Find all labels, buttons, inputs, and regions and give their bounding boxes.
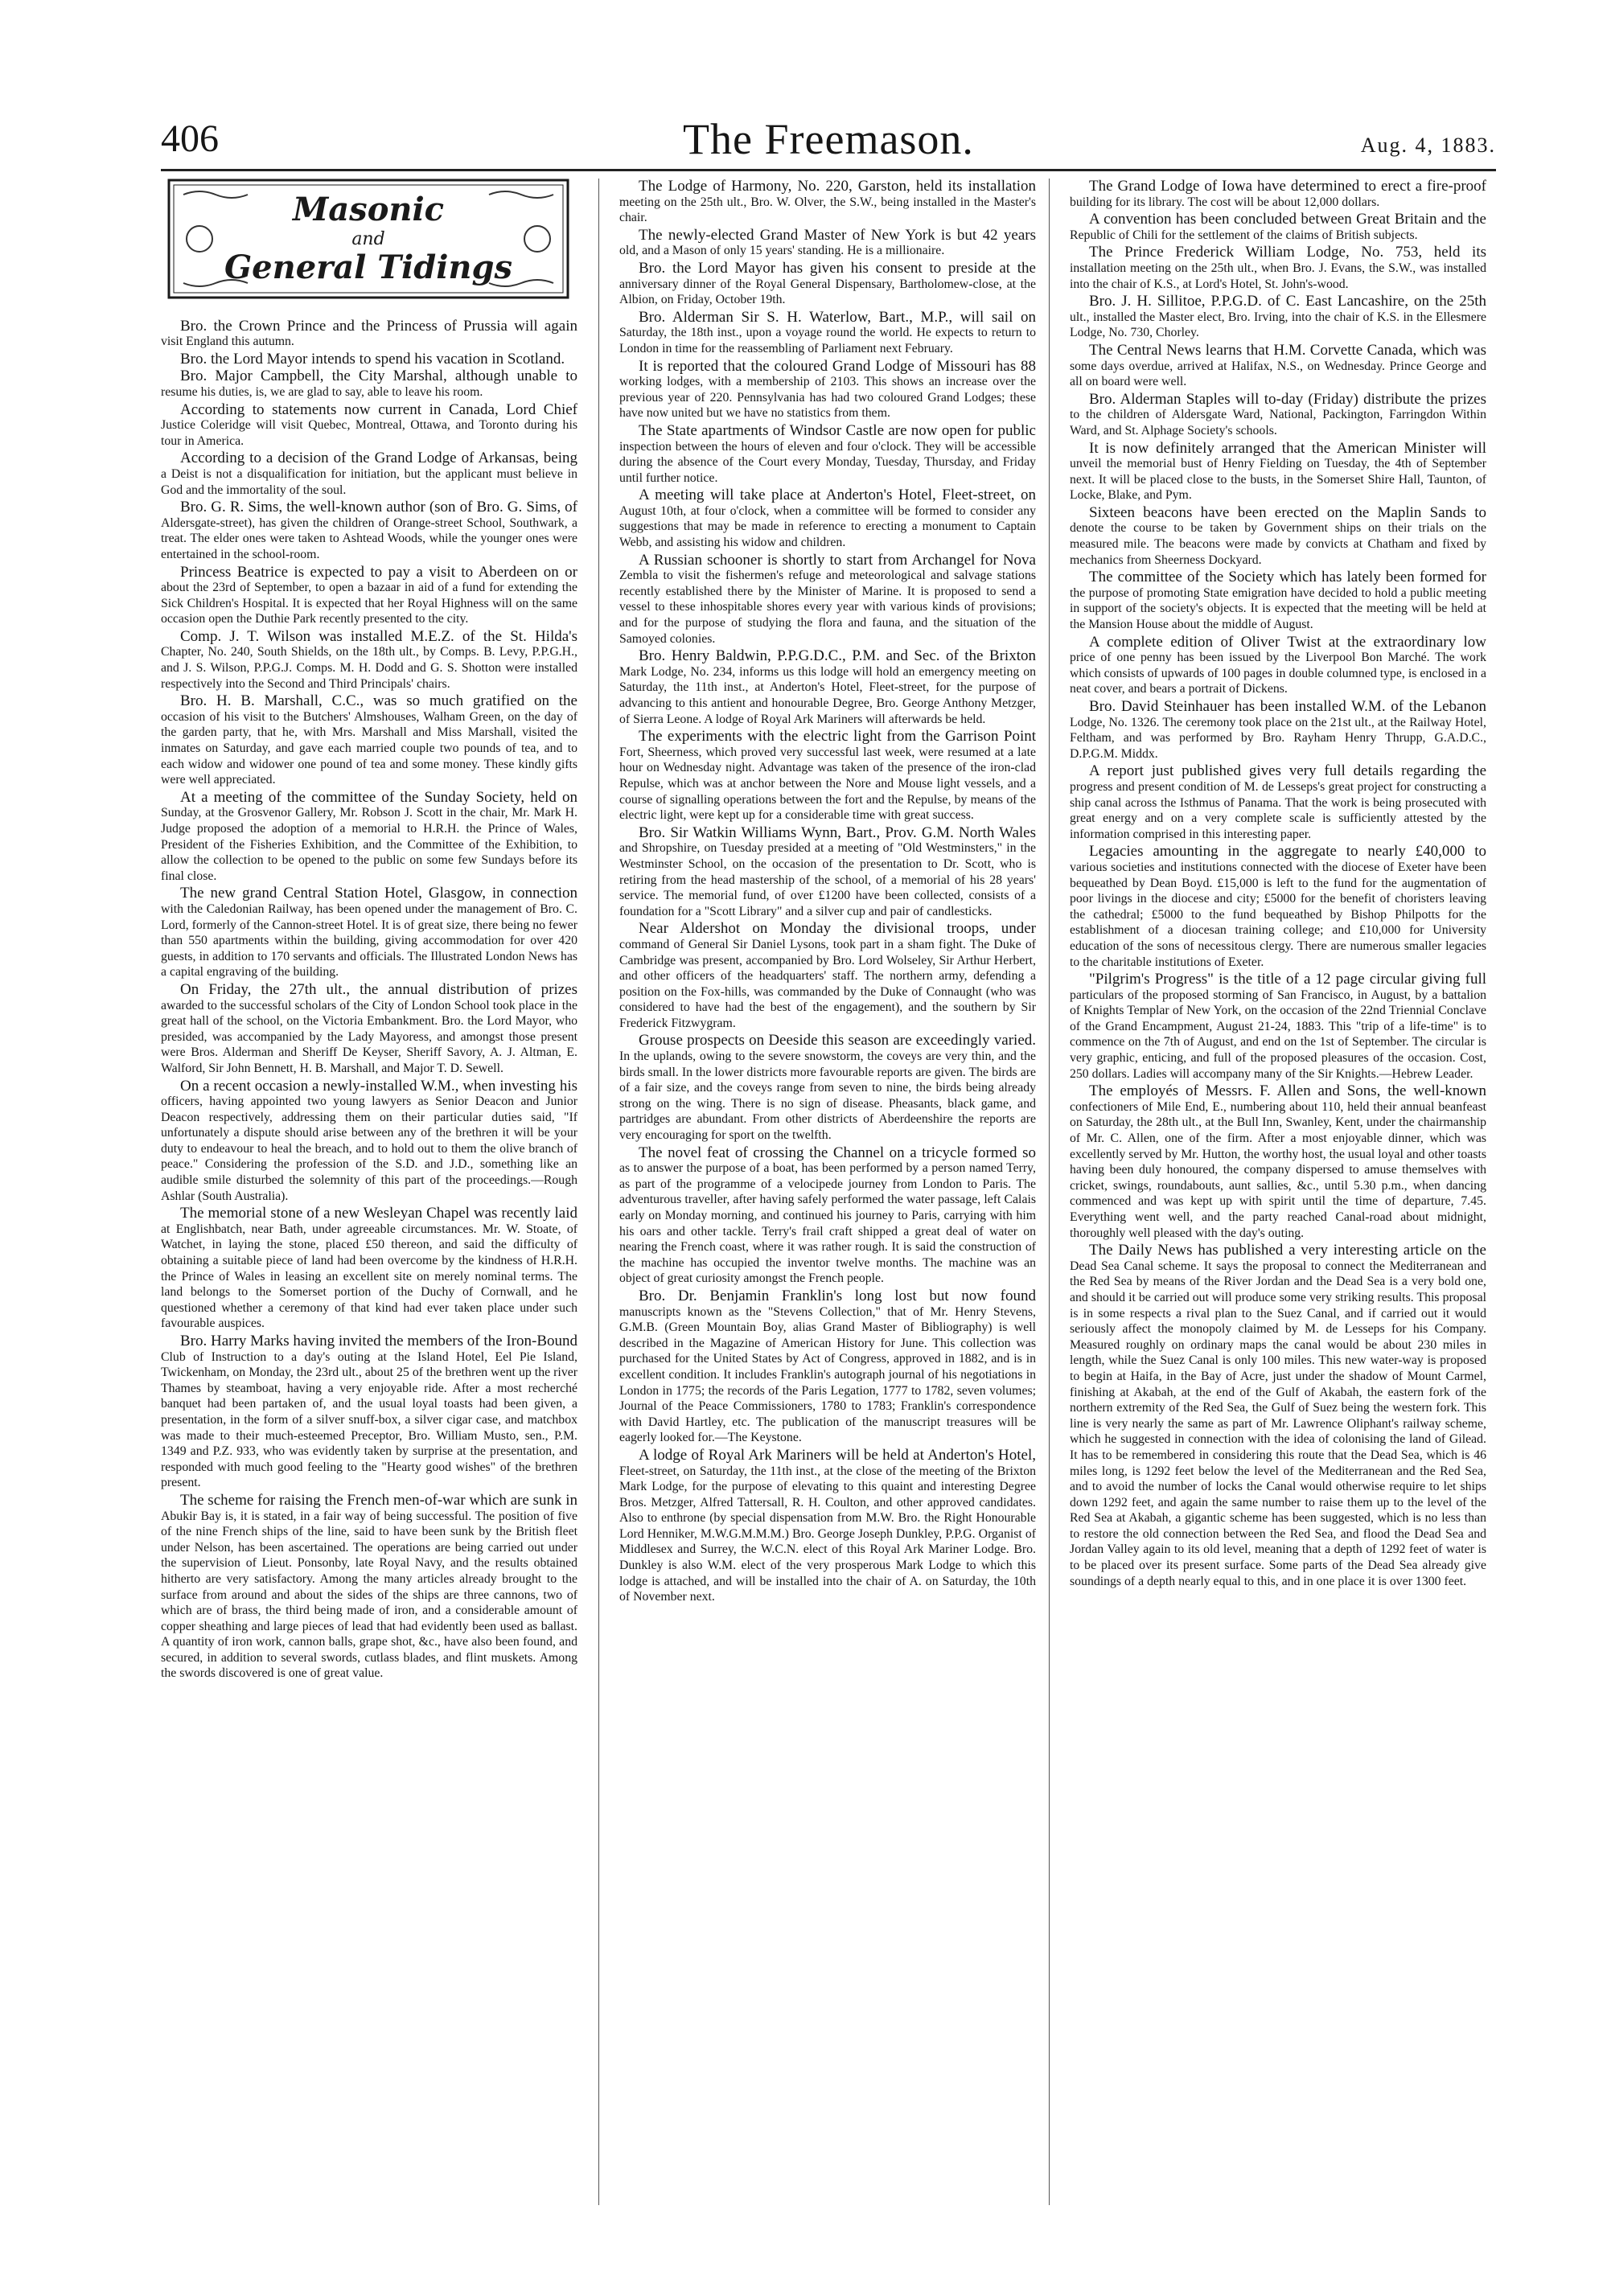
news-paragraph: The memorial stone of a new Wesleyan Chapel was recently laid at Englishbatch, near Bath, under agreeable circumstances. Mr. W. Stoate, of Watchet, in laying the stone, placed £50 thereon, and said the difficulty of obtaining a suitable piece of land had been overcome by the kindness of H.R.H. the Prince of Wales in leasing an excellent site on merely nominal terms. The land belongs to the Somerset portion of the Duchy of Cornwall, and he questioned whether a ceremony of that kind had ever taken place under such favourable auspices. bbox=[161, 1205, 577, 1331]
news-paragraph: The new grand Central Station Hotel, Glasgow, in connection with the Caledonian Railway, has been opened under the management of Bro. C. Lord, formerly of the Cannon-street Hotel. It is of great size, there being no fewer than 550 apartments within the building, giving accommodation for over 420 guests, in addition to 170 servants and officials. The Illustrated London News has a capital engraving of the building. bbox=[161, 885, 577, 980]
news-paragraph: A Russian schooner is shortly to start from Archangel for Nova Zembla to visit the fishermen's refuge and meteorological and salvage stations recently established there by the Minister of Marine. It is proposed to send a vessel to these inhospitable shores every year with various kinds of provisions; and for the purpose of studying the flora and fauna, and the situation of the Samoyed colonies. bbox=[619, 551, 1036, 646]
news-paragraph: Grouse prospects on Deeside this season are exceedingly varied. In the uplands, owing to the severe snowstorm, the coveys are very thin, and the birds small. In the lower districts more favourable reports are given. The birds are of a fair size, and the coveys range from seven to nine, the birds being already strong on the wing. There is no sign of disease. Pheasants, black game, and partridges are abundant. From other districts of Aberdeenshire the reports are very encouraging for sport on the twelfth. bbox=[619, 1032, 1036, 1143]
page-number: 406 bbox=[161, 117, 219, 160]
news-paragraph: Princess Beatrice is expected to pay a visit to Aberdeen on or about the 23rd of September, to open a bazaar in aid of a fund for extending the Sick Children's Hospital. It is expected that her Royal Highness will on the same occasion open the Duthie Park recently presented to the city. bbox=[161, 563, 577, 626]
news-paragraph: Bro. David Steinhauer has been installed W.M. of the Lebanon Lodge, No. 1326. The ceremony took place on the 21st ult., at the Railway Hotel, Feltham, and was performed by Bro. Rayham Henry Thrupp, G.A.D.C., D.P.G.M. Middx. bbox=[1070, 698, 1486, 761]
news-paragraph: Bro. Alderman Sir S. H. Waterlow, Bart., M.P., will sail on Saturday, the 18th inst., upon a voyage round the world. He expects to return to London in time for the reassembling of Parliament next February. bbox=[619, 308, 1036, 355]
news-paragraph: According to statements now current in Canada, Lord Chief Justice Coleridge will visit Quebec, Montreal, Ottawa, and Toronto during his tour in America. bbox=[161, 400, 577, 448]
news-paragraph: At a meeting of the committee of the Sunday Society, held on Sunday, at the Grosvenor Gallery, Mr. Robson J. Scott in the chair, Mr. Mark H. Judge proposed the adoption of a memorial to H.R.H. the Prince of Wales, President of the Fisheries Exhibition, and the Committee of the Exhibition, to allow the collection to be opened to the public on some few Sundays before its final close. bbox=[161, 788, 577, 883]
news-paragraph: Bro. J. H. Sillitoe, P.P.G.D. of C. East Lancashire, on the 25th ult., installed the Master elect, Bro. Irving, into the chair of K.S. in the Ellesmere Lodge, No. 730, Chorley. bbox=[1070, 293, 1486, 340]
masonic-tidings-masthead bbox=[167, 179, 569, 299]
news-paragraph: Bro. H. B. Marshall, C.C., was so much gratified on the occasion of his visit to the Butchers' Almshouses, Walham Green, on the day of the garden party, that he, with Mrs. Marshall and Miss Marshall, visited the inmates on Saturday, and gave each married couple two pounds of tea, and to each widow and widower one pound of tea and some money. These kindly gifts were well appreciated. bbox=[161, 692, 577, 787]
news-paragraph: A meeting will take place at Anderton's Hotel, Fleet-street, on August 10th, at four o'clock, when a committee will be formed to consider any suggestions that may be made in reference to erecting a monument to Captain Webb, and assisting his widow and children. bbox=[619, 487, 1036, 550]
news-paragraph: Bro. the Lord Mayor has given his consent to preside at the anniversary dinner of the Royal General Dispensary, Bartholomew-close, at the Albion, on Friday, October 19th. bbox=[619, 259, 1036, 307]
news-paragraph: Legacies amounting in the aggregate to nearly £40,000 to various societies and institutions connected with the diocese of Exeter have been bequeathed by Dean Boyd. £15,000 is left to the fund for the augmentation of poor livings in the diocese and city; £5000 for the benefit of choristers leaving the cathedral; £5000 to the fund bequeathed by Bishop Philpotts for the establishment of a diocesan training college; and £10,000 for University education of the sons of necessitous clergy. There are numerous smaller legacies to the charitable institutions of Exeter. bbox=[1070, 843, 1486, 969]
news-paragraph: Bro. Major Campbell, the City Marshal, although unable to resume his duties, is, we are glad to say, able to leave his room. bbox=[161, 368, 577, 399]
news-paragraph: Bro. Alderman Staples will to-day (Friday) distribute the prizes to the children of Aldersgate Ward, National, Packington, Farringdon Within Ward, and St. Alphage Society's schools. bbox=[1070, 390, 1486, 437]
masthead-line-3: General Tidings bbox=[224, 248, 512, 286]
news-paragraph: Bro. Henry Baldwin, P.P.G.D.C., P.M. and Sec. of the Brixton Mark Lodge, No. 234, informs us this lodge will hold an emergency meeting on Saturday, the 11th inst., at Anderton's Hotel, Fleet-street, for the purpose of advancing to this antient and honourable Degree, Bro. George Anthony Metzger, of Sierra Leone. A lodge of Royal Ark Mariners will afterwards be held. bbox=[619, 647, 1036, 726]
news-paragraph: The Daily News has published a very interesting article on the Dead Sea Canal scheme. It says the proposal to connect the Mediterranean and the Red Sea by means of the River Jordan and the Dead Sea is a very bold one, and should it be carried out will produce some very striking results. This proposal is in some respects a rival plan to the Suez Canal, and if carried out it would seriously affect the monopoly claimed by M. de Lesseps for his Company. Measured roughly on ordinary maps the canal would be about 230 miles in length, while the Suez Canal is only 100 miles. This new water-way is proposed to begin at Haifa, in the Bay of Acre, just under the shadow of Mount Carmel, finishing at Akabah, at the end of the Gulf of Akabah, the eastern fork of the northern extremity of the Red Sea, the Gulf of Suez being the western fork. This line is very nearly the same as part of Mr. Lawrence Oliphant's railway scheme, which he suggested in connection with the idea of colonising the land of Gilead. It has to be remembered in considering this route that the Dead Sea, which is 46 miles long, is 1292 feet below the level of the Mediterranean and the Red Sea, and to avoid the number of locks the Canal would otherwise require to let ships down 1292 feet, and again the same number to raise them up to the level of the Red Sea at Akabah, a gigantic scheme has been suggested, which is no less than to restore the old connection between the Red Sea, and flood the Dead Sea and Jordan Valley again to its old level, meaning that a depth of 1292 feet of water is to be placed over its present surface. Some parts of the Dead Sea already give soundings of a depth nearly equal to this, and in one place it is over 1300 feet. bbox=[1070, 1242, 1486, 1588]
masthead-line-2: and bbox=[351, 229, 385, 249]
news-paragraph: The State apartments of Windsor Castle are now open for public inspection between the hours of eleven and four o'clock. They will be accessible during the absence of the Court every Monday, Tuesday, Thursday, and Friday until further notice. bbox=[619, 421, 1036, 485]
column-3-text bbox=[1070, 179, 1486, 1589]
news-paragraph: On Friday, the 27th ult., the annual distribution of prizes awarded to the successful scholars of the City of London School took place in the great hall of the school, on the Victoria Embankment. Bro. the Lord Mayor, who presided, was accompanied by the Lady Mayoress, and amongst those present were Bros. Alderman and Sheriff De Keyser, Sheriff Savory, A. J. Altman, E. Walford, Sir John Bennett, H. B. Marshall, and Major T. D. Sewell. bbox=[161, 980, 577, 1075]
news-paragraph: It is reported that the coloured Grand Lodge of Missouri has 88 working lodges, with a membership of 2103. This shows an increase over the previous year of 220. Pennsylvania has had two coloured Grand Lodges; these have now united but we have no statistics from them. bbox=[619, 357, 1036, 421]
news-paragraph: A report just published gives very full details regarding the progress and present condition of M. de Lesseps's great project for constructing a ship canal across the Isthmus of Panama. That the work is being prosecuted with great energy and on a very complete scale is sufficiently attested by the information comprised in this interesting paper. bbox=[1070, 762, 1486, 841]
news-paragraph: The scheme for raising the French men-of-war which are sunk in Abukir Bay is, it is stated, in a fair way of being successful. The position of five of the nine French ships of the line, said to have been sunk by the British fleet under Nelson, has been ascertained. The operations are being carried out under the supervision of Lieut. Ponsonby, late Royal Navy, and the results obtained hitherto are very satisfactory. Among the many articles already brought to the surface from around and about the sides of the ships are three cannons, two of which are of brass, the third being made of iron, and a considerable amount of copper sheathing and large pieces of lead that had evidently been used as ballast. A quantity of iron work, cannon balls, grape shot, &c., have also been found, and secured, in addition to several swords, cutlass blades, and flint muskets. Among the swords discovered is one of great value. bbox=[161, 1491, 577, 1681]
column-2 bbox=[619, 179, 1036, 2221]
news-paragraph: The newly-elected Grand Master of New York is but 42 years old, and a Mason of only 15 years' standing. He is a millionaire. bbox=[619, 226, 1036, 258]
news-paragraph: Sixteen beacons have been erected on the Maplin Sands to denote the course to be taken by Government ships on their trials on the measured mile. The beacons were made by convicts at Chatham and fixed by mechanics from Sheerness Dockyard. bbox=[1070, 503, 1486, 567]
news-paragraph: The employés of Messrs. F. Allen and Sons, the well-known confectioners of Mile End, E., numbering about 110, held their annual beanfeast on Saturday, the 28th ult., at the Bull Inn, Swanley, Kent, under the chairmanship of Mr. C. Allen, one of the firm. After a most enjoyable dinner, which was excellently served by Mr. Hutton, the worthy host, the usual loyal and other toasts having been duly honoured, the company dispersed to amuse themselves with cricket, swings, roundabouts, aunt sallies, &c., until 5.30 p.m., when dancing commenced and was kept up with spirit until the time of departure, 7.45. Everything went well, and the party reached Canal-road about midnight, thoroughly well pleased with the day's outing. bbox=[1070, 1082, 1486, 1240]
news-paragraph: The Central News learns that H.M. Corvette Canada, which was some days overdue, arrived at Halifax, N.S., on Wednesday. Prince George and all on board were well. bbox=[1070, 341, 1486, 389]
news-paragraph: Bro. Harry Marks having invited the members of the Iron-Bound Club of Instruction to a day's outing at the Island Hotel, Eel Pie Island, Twickenham, on Monday, the 23rd ult., about 25 of the brethren went up the river Thames by steamboat, having a very enjoyable ride. After a most recherché banquet had been partaken of, and the usual loyal toasts had been given, a presentation, in the form of a silver snuff-box, a silver cigar case, and matchbox was made to their much-esteemed Preceptor, Bro. William Musto, sen., P.M. 1349 and P.Z. 933, who was evidently taken by surprise at the presentation, and responded with much good feeling to the "Hearty good wishes" of the brethren present. bbox=[161, 1333, 577, 1490]
news-paragraph: Near Aldershot on Monday the divisional troops, under command of General Sir Daniel Lysons, took part in a sham fight. The Duke of Cambridge was present, accompanied by Bro. Lord Wolseley, Sir Arthur Herbert, and other officers of the headquarters' staff. The northern army, defending a position on the Fox-hills, was commanded by the Duke of Connaught (who was considered to have had the best of the engagement), and the southern by Sir Frederick Fitzwygram. bbox=[619, 920, 1036, 1030]
news-paragraph: It is now definitely arranged that the American Minister will unveil the memorial bust of Henry Fielding on Tuesday, the 4th of September next. It will be placed close to the busts, in the Somerset Shire Hall, Taunton, of Locke, Blake, and Pym. bbox=[1070, 439, 1486, 503]
column-3 bbox=[1070, 179, 1486, 2221]
news-paragraph: The Grand Lodge of Iowa have determined to erect a fire-proof building for its library. The cost will be about 12,000 dollars. bbox=[1070, 179, 1486, 209]
news-paragraph: According to a decision of the Grand Lodge of Arkansas, being a Deist is not a disqualification for initiation, but the applicant must believe in God and the immortality of the soul. bbox=[161, 450, 577, 497]
column-1 bbox=[161, 179, 577, 2221]
news-paragraph: The Lodge of Harmony, No. 220, Garston, held its installation meeting on the 25th ult., Bro. W. Olver, the S.W., being installed in the Master's chair. bbox=[619, 179, 1036, 225]
news-paragraph: The novel feat of crossing the Channel on a tricycle formed so as to answer the purpose of a boat, has been performed by a person named Terry, as part of the programme of a velocipede journey from London to Paris. The adventurous traveller, after having safely performed the water passage, left Calais early on Monday morning, and continued his journey to Paris, carrying with him his oars and other tackle. Terry's frail craft shipped a great deal of water on nearing the French coast, where it was rather rough. It is said the construction of the machine has occupied the inventor twelve months. The machine was an object of great curiosity amongst the French people. bbox=[619, 1144, 1036, 1286]
column-1-text bbox=[161, 318, 577, 1682]
masthead-line-1: Masonic bbox=[292, 191, 445, 228]
news-paragraph: "Pilgrim's Progress" is the title of a 12 page circular giving full particulars of the proposed storming of San Francisco, in August, by a battalion of Knights Templar of New York, on the occasion of the 22nd Triennial Conclave of the Grand Encampment, August 21-24, 1883. This "trip of a life-time" is to commence on the 7th of August, and end on the 1st of September. The circular is very graphic, enticing, and full of the proposed pleasures of the occasion. Cost, 250 dollars. Ladies will accompany many of the Sir Knights.—Hebrew Leader. bbox=[1070, 971, 1486, 1081]
news-paragraph: The experiments with the electric light from the Garrison Point Fort, Sheerness, which proved very successful last week, were resumed at a late hour on Wednesday night. Advantage was taken of the presence of the iron-clad Repulse, which was at anchor between the Nore and Mouse light vessels, and a course of signalling operations between the fort and the Repulse, by means of the electric light, were kept up for a considerable time with great success. bbox=[619, 728, 1036, 823]
news-paragraph: The committee of the Society which has lately been formed for the purpose of promoting State emigration have decided to hold a public meeting in support of the society's objects. It is expected that the meeting will be held at the Mansion House about the middle of August. bbox=[1070, 569, 1486, 632]
news-paragraph: Bro. Dr. Benjamin Franklin's long lost but now found manuscripts known as the "Stevens Collection," that of Mr. Henry Stevens, G.M.B. (Green Mountain Boy, alias Grand Master of Bibliography) is well described in the Magazine of American History for June. This collection was purchased for the United States by Act of Congress, approved in 1882, and is in excellent condition. It includes Franklin's autograph journal of his negotiations in London in 1775; the records of the Paris Legation, 1777 to 1782, seven volumes; Journal of the Peace Commissioners, 1780 to 1783; Franklin's correspondence with David Hartley, etc. The publication of the manuscript treasures will be eagerly looked for.—The Keystone. bbox=[619, 1287, 1036, 1445]
page-header bbox=[161, 113, 1496, 171]
issue-date: Aug. 4, 1883. bbox=[1360, 133, 1496, 157]
news-paragraph: Bro. G. R. Sims, the well-known author (son of Bro. G. Sims, of Aldersgate-street), has given the children of Orange-street School, Southwark, a treat. The elder ones were taken to Ashtead Woods, while the younger ones were entertained in the school-room. bbox=[161, 499, 577, 561]
news-paragraph: A lodge of Royal Ark Mariners will be held at Anderton's Hotel, Fleet-street, on Saturday, the 11th inst., at the close of the meeting of the Brixton Mark Lodge, for the purpose of elevating to this quaint and interesting Degree Bros. Metzger, Alfred Tattersall, R. H. Coulton, and other approved candidates. Also to enthrone (by special dispensation from M.W. Bro. the Right Honourable Lord Henniker, M.W.G.M.M.M.) Bro. George Joseph Dunkley, P.P.G. Organist of Middlesex and Surrey, the W.C.N. elect of this Royal Ark Mariner Lodge. Bro. Dunkley is also W.M. elect of the very prosperous Mark Lodge to which this lodge is attached, and will be installed into the chair of A. on Saturday, the 10th of November next. bbox=[619, 1446, 1036, 1604]
news-paragraph: Bro. the Lord Mayor intends to spend his vacation in Scotland. bbox=[180, 350, 565, 368]
column-2-text bbox=[619, 179, 1036, 1605]
news-paragraph: Comp. J. T. Wilson was installed M.E.Z. of the St. Hilda's Chapter, No. 240, South Shields, on the 18th ult., by Comps. B. Levy, P.P.G.H., and J. S. Wilson, P.P.G.J. Comps. M. H. Dodd and G. S. Shotton were installed respectively into the Second and Third Principals' chairs. bbox=[161, 627, 577, 691]
news-paragraph: On a recent occasion a newly-installed W.M., when investing his officers, having appointed two young lawyers as Senior Deacon and Junior Deacon respectively, addressing them on their particular duties said, "If unfortunately a dispute should arise between any of the brethren it will be your duty to endeavour to heal the breach, and to hold out to them the olive branch of peace." Considering the profession of the S.D. and J.D., something like an audible smile disturbed the solemnity of this part of the proceedings.—Rough Ashlar (South Australia). bbox=[161, 1077, 577, 1203]
news-paragraph: A complete edition of Oliver Twist at the extraordinary low price of one penny has been issued by the Liverpool Bon Marché. The work which consists of upwards of 100 pages in double columned type, is enclosed in a neat cover, and bears a portrait of Dickens. bbox=[1070, 633, 1486, 696]
newspaper-title: The Freemason. bbox=[683, 115, 974, 163]
news-paragraph: A convention has been concluded between Great Britain and the Republic of Chili for the settlement of the claims of British subjects. bbox=[1070, 211, 1486, 242]
news-paragraph: Bro. the Crown Prince and the Princess of Prussia will again visit England this autumn. bbox=[161, 317, 577, 349]
column-rule bbox=[598, 179, 599, 2205]
news-paragraph: The Prince Frederick William Lodge, No. 753, held its installation meeting on the 25th ult., when Bro. J. Evans, the S.W., was installed into the chair of K.S., at Lord's Hotel, St. John's-wood. bbox=[1070, 244, 1486, 291]
news-paragraph: Bro. Sir Watkin Williams Wynn, Bart., Prov. G.M. North Wales and Shropshire, on Tuesday presided at a meeting of "Old Westminsters," in the Westminster School, on the occasion of the presentation to Dr. Scott, who is retiring from the head mastership of the school, of a memorial of his 28 years' service. The memorial fund, of over £1200 have been collected, consists of a foundation for a "Scott Library" and a silver cup and pair of candlesticks. bbox=[619, 824, 1036, 918]
column-rule bbox=[1049, 179, 1050, 2205]
